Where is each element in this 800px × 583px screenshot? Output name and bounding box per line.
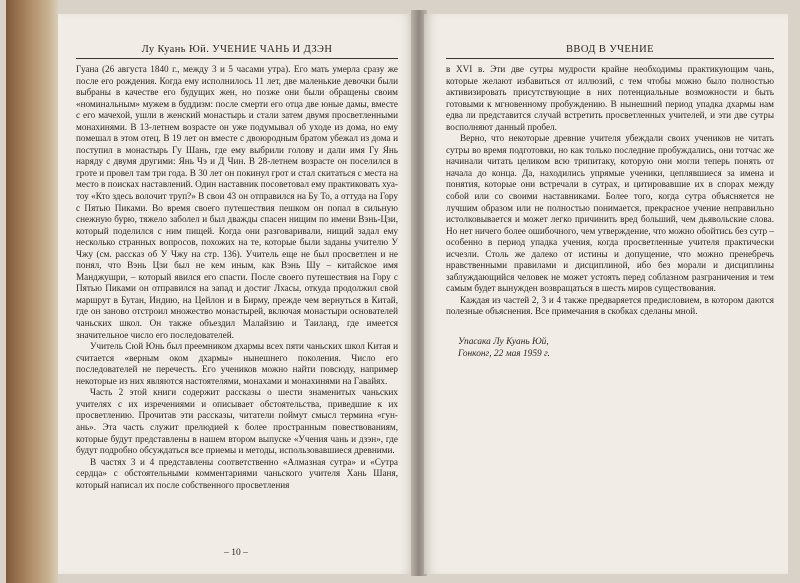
right-page-header: ВВОД В УЧЕНИЕ <box>446 14 774 59</box>
paragraph: Верно, что некоторые древние учителя убеждали своих учеников не читать сутры во время подготовки, но как только последние пробуждались, они тотчас же начинали читать целиком всю трипитаку, которую они могли теперь понять от начала до конца. Да, находились упрямые ученики, цеплявшиеся за имена и понятия, которые они встречали в сутрах, и цитировавшие их в спорах между собой или со своими наставниками. Более того, когда сутра объясняется не лучшим образом или не полностью понимается, прекрасное учение неправильно истолковывается и может легко причинить вред больший, чем дьявольские слова. Но нет ничего более ошибочного, чем утверждение, что можно обойтись без сутр – особенно в период упадка учения, когда просветленные учителя практически исчезли. Столь же далеко от истины и допущение, что можно пренебречь нравственными правилами и дисциплиной, ибо без морали и дисциплины заблуждающийся человек не может устоять перед соблазном разграничения и тем самым будет вынужден возвращаться в шесть миров существования. <box>446 133 774 294</box>
right-page <box>424 14 788 574</box>
right-page-body <box>446 64 774 318</box>
paragraph: Гуана (26 августа 1840 г., между 3 и 5 часами утра). Его мать умерла сразу же после его рождения. Когда ему исполнилось 11 лет, две маленькие девочки были выбраны в качестве его будущих жен, но позже они были обращены своим «номинальным» мужем в буддизм: после смерти его отца две юные дамы, вместе с его мачехой, ушли в женский монастырь и стали затем двумя просветленными монахинями. В 13-летнем возрасте он уже подумывал об уходе из дома, но ему помешал в этом отец. В 19 лет он вместе с двоюродным братом убежал из дома и поступил в монастырь Гу Шань, где ему выбрили голову и дали имя Гу Янь наряду с двумя другими: Янь Чэ и Д Чин. В 28-летнем возрасте он поселился в гроте и провел там три года. В 30 лет он покинул грот и стал скитаться с места на место в поисках наставлений. Один наставник посоветовал ему практиковать хуа-тоу «Кто здесь волочит труп?» В свои 43 он отправился на Бу То, а оттуда на Гору с Пятью Пиками. Во время своего путешествия пешком он попал в сильную снежную бурю, тяжело заболел и был дважды спасен нищим по имени Вэнь-Цзи, который поделился с ним пищей. Когда они разговаривали, нищий задал ему несколько странных вопросов, похожих на те, которые были заданы учителю У Чжу (см. рассказ об У Чжу на стр. 136). Учитель еще не был просветлен и не понял, что Вэнь Цзи был не кем иным, как Вэнь Шу – китайское имя Манджушри, – который явился его спасти. После своего путешествия на Гору с Пятью Пиками он отправился на запад и достиг Лхасы, откуда продолжил свой маршрут в Бутан, Индию, на Цейлон и в Бирму, прежде чем вернуться в Китай, где он заново отстроил множество монастырей, включая монастыри основателей чаньских школ. Он также объездил Малайзию и Таиланд, где имеется значительное число его последователей. <box>76 64 398 340</box>
paragraph: Учитель Сюй Юнь был преемником дхармы всех пяти чаньских школ Китая и считается «верным оком дхармы» нынешнего поколения. Число его последователей не перечесть. Его учеников можно найти повсюду, например некоторые из них являются настоятелями, монахами и монахинями на Гавайях. <box>76 341 398 386</box>
paragraph: в XVI в. Эти две сутры мудрости крайне необходимы практикующим чань, которые желают избавиться от иллюзий, с тем чтобы можно было полностью активизировать присутствующие в них потенциальные возможности и быть готовыми к мгновенному пробуждению. В нынешний период упадка дхармы нам едва ли представится случай встретить просветленных учителей, и эти две сутры восполняют данный пробел. <box>446 64 774 132</box>
left-page <box>58 14 414 574</box>
signature-place-date: Гонконг, 22 мая 1959 г. <box>458 349 550 360</box>
paragraph: Часть 2 этой книги содержит рассказы о шести знаменитых чаньских учителях с их изречениями и описывает обстоятельства, приведшие к их просветлению. Прочитав эти рассказы, читатели поймут смысл термина «гун-ань». Эта часть служит прелюдией к более пространным повествованиям, которые будут представлены в нашем втором выпуске «Учения чань и дзэн», где будут подробно обсуждаться все приемы и методы, использовавшиеся древними. <box>76 387 398 456</box>
left-page-body <box>76 64 398 491</box>
signature <box>446 336 774 360</box>
paragraph: В частях 3 и 4 представлены соответственно «Алмазная сутра» и «Сутра сердца» с обстоятельными комментариями чаньского учителя Хань Шаня, который написал их после собственного просветления <box>76 456 398 490</box>
left-page-header: Лу Куань Юй. УЧЕНИЕ ЧАНЬ И ДЗЭН <box>76 14 398 59</box>
signature-author: Упасака Лу Куань Юй, <box>458 337 549 348</box>
paragraph: Каждая из частей 2, 3 и 4 также предваряется предисловием, в котором даются полезные объяснения. Все примечания в скобках сделаны мной. <box>446 294 774 317</box>
book-binding <box>6 0 58 583</box>
page-number: – 10 – <box>224 548 248 558</box>
